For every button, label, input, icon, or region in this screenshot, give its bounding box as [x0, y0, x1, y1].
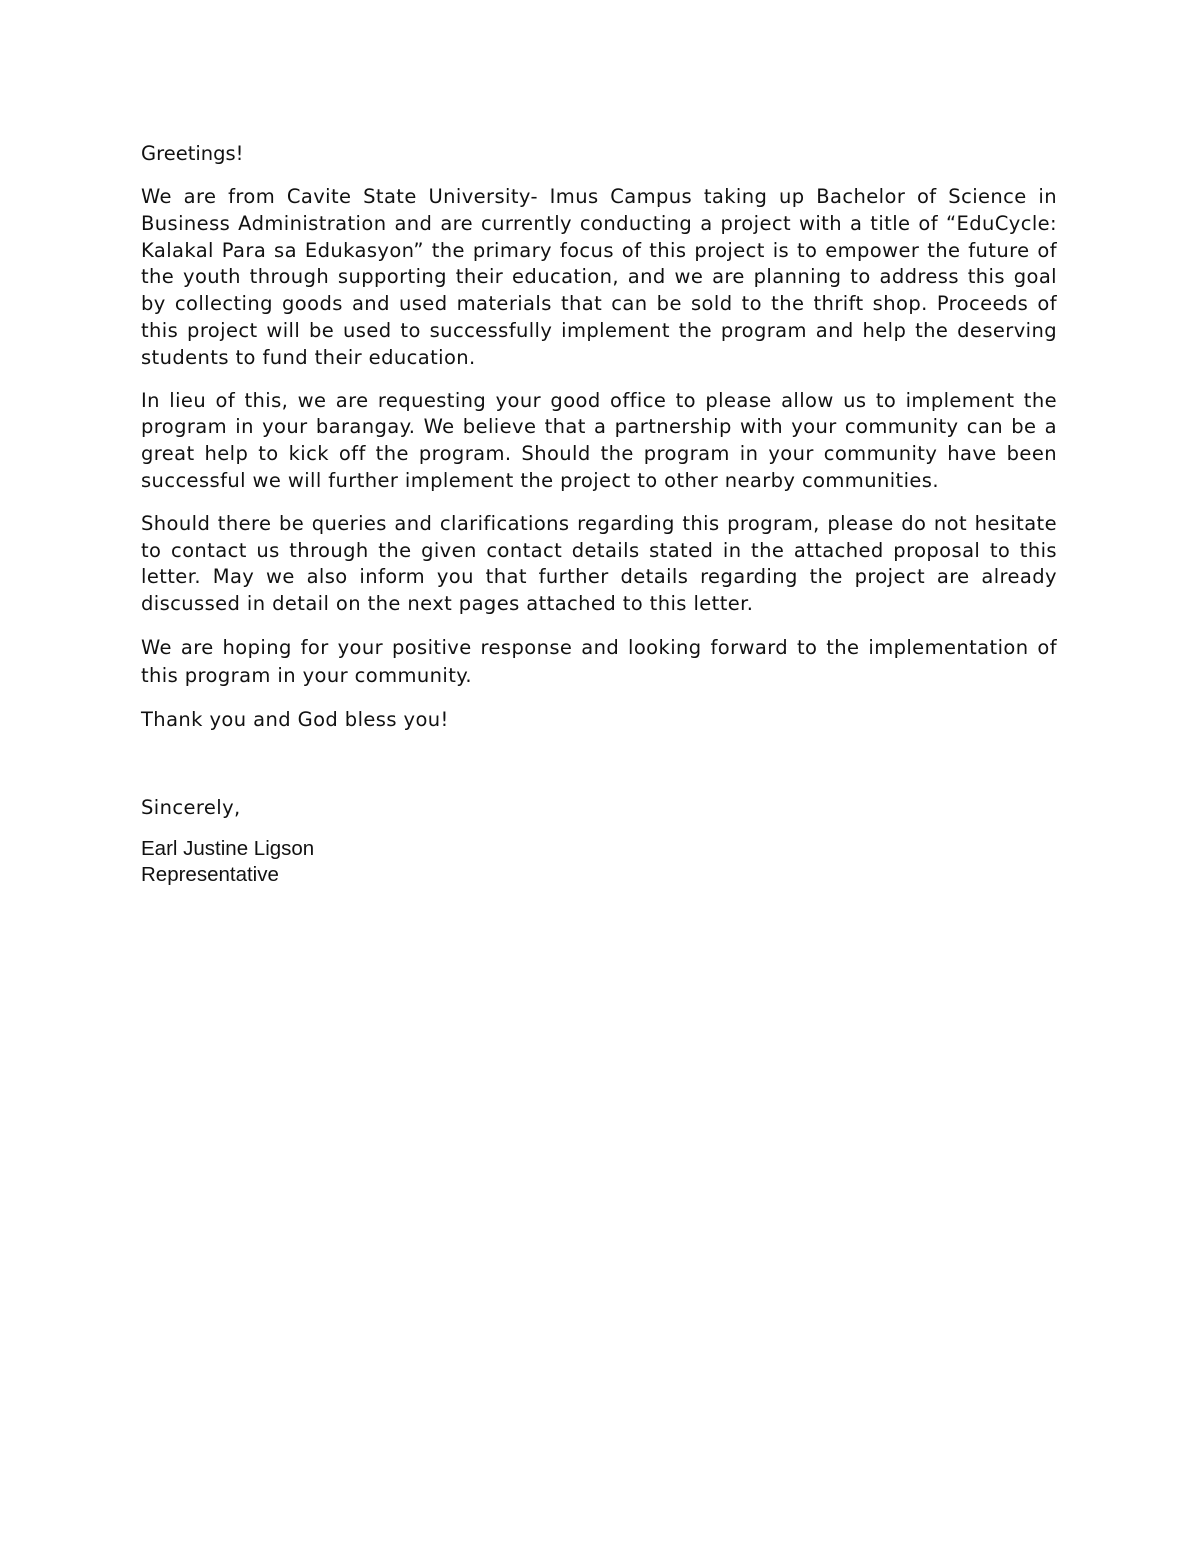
letter-thanks: Thank you and God bless you! [141, 707, 449, 731]
letter-body [141, 140, 1057, 888]
signatory-title: Representative [141, 862, 279, 886]
letter-closing: Sincerely, [141, 795, 241, 819]
letter-paragraph-hope: We are hoping for your positive response and looking forward to the implementation of this program in your community. [141, 635, 1057, 687]
letter-paragraph-intro: We are from Cavite State University- Imus Campus taking up Bachelor of Science in Business Administration and are currently conducting a project with a title of “EduCycle: Kalakal Para sa Edukasyon” the primary focus of this project is to empower the future of the youth through supporting their education, and we are planning to address this goal by collecting goods and used materials that can be sold to the thrift shop. Proceeds of this project will be used to successfully implement the program and help the deserving students to fund their education. [141, 185, 1057, 369]
letter-greeting: Greetings! [141, 142, 244, 165]
signature-block [141, 836, 1057, 888]
letter-paragraph-request: In lieu of this, we are requesting your good office to please allow us to implement the program in your barangay. We believe that a partnership with your community can be a great help to kick off the program. Should the program in your community have been successful we will further implement the project to other nearby communities. [141, 388, 1057, 492]
signatory-name: Earl Justine Ligson [141, 836, 315, 860]
letter-paragraph-queries: Should there be queries and clarifications regarding this program, please do not hesitate to contact us through the given contact details stated in the attached proposal to this letter. May we also inform you that further details regarding the project are already discussed in detail on the next pages attached to this letter. [141, 511, 1057, 616]
